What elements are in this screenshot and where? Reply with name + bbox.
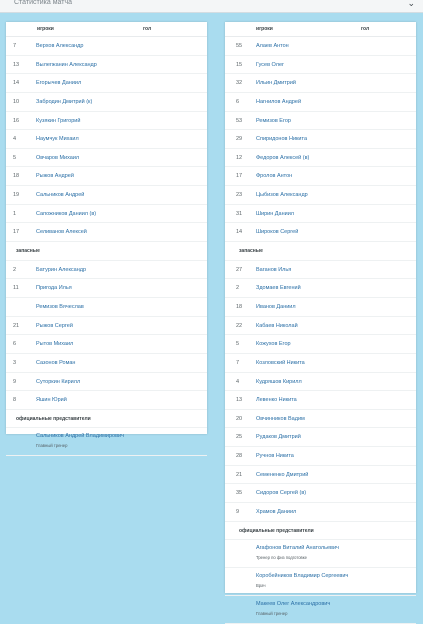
substitute-row (225, 447, 416, 466)
player-name-link[interactable]: Ремизов Егор (256, 117, 291, 124)
substitute-row (225, 503, 416, 522)
player-name-link[interactable]: Рытов Михаил (36, 341, 74, 348)
substitute-row (225, 484, 416, 503)
player-number: 18 (13, 173, 20, 180)
player-number: 9 (236, 509, 240, 516)
player-number: 11 (13, 285, 19, 292)
player-name-link[interactable]: Суторкин Кирилл (36, 378, 81, 385)
players-column-header: игроки (37, 26, 54, 32)
player-number: 18 (236, 303, 243, 310)
player-name-link[interactable]: Егорычев Даниил (36, 80, 82, 87)
away-team-lineup (225, 22, 416, 617)
official-name-link[interactable]: Коробейников Владимир Сергеевич (256, 573, 349, 580)
player-row (6, 149, 207, 168)
player-number: 15 (236, 61, 243, 68)
player-name-link[interactable]: Нагнилов Андрей (256, 98, 302, 105)
substitute-row (225, 279, 416, 298)
player-number: 8 (13, 397, 17, 404)
substitute-row (6, 354, 207, 373)
player-number: 14 (236, 229, 243, 236)
player-number: 10 (13, 98, 20, 105)
player-row (225, 37, 416, 56)
player-number: 23 (236, 192, 243, 199)
player-name-link[interactable]: Пригода Илья (36, 285, 72, 292)
player-row (6, 56, 207, 75)
player-number: 25 (236, 434, 243, 441)
player-number: 4 (236, 378, 240, 385)
player-name-link[interactable]: Кудряшов Кирилл (256, 378, 302, 385)
player-name-link[interactable]: Кожухов Егор (256, 341, 291, 348)
player-row (6, 223, 207, 242)
player-name-link[interactable]: Верхов Александр (36, 43, 84, 49)
substitute-row (225, 298, 416, 317)
substitute-row (6, 261, 207, 280)
player-number: 5 (236, 341, 240, 348)
player-name-link[interactable]: Ширин Даниил (256, 210, 294, 217)
player-name-link[interactable]: Ручнов Никита (256, 453, 294, 460)
substitute-row (225, 466, 416, 485)
player-name-link[interactable]: Кабаев Николай (256, 322, 298, 329)
player-row (225, 205, 416, 224)
player-number: 17 (13, 229, 20, 236)
substitute-row (225, 373, 416, 392)
player-row (6, 205, 207, 224)
player-name-link[interactable]: Батурин Александр (36, 266, 87, 273)
match-stats-header[interactable] (0, 0, 423, 13)
substitute-row (225, 317, 416, 336)
player-row (6, 186, 207, 205)
player-number: 55 (236, 43, 243, 49)
player-name-link[interactable]: Здомаев Евгений (256, 285, 301, 292)
player-number: 14 (13, 80, 20, 87)
goal-column-header: гол (361, 26, 370, 32)
player-name-link[interactable]: Овчаров Михаил (36, 154, 80, 161)
chevron-down-icon[interactable]: ⌄ (407, 0, 415, 8)
player-row (6, 130, 207, 149)
player-name-link[interactable]: Сидоров Сергей (в) (256, 490, 307, 497)
player-row (6, 112, 207, 131)
player-name-link[interactable]: Забродин Дмитрий (к) (36, 98, 93, 105)
player-number: 13 (13, 61, 20, 68)
substitutes-label: запасные (16, 248, 40, 255)
official-role: Врач (256, 583, 266, 589)
player-row (6, 37, 207, 56)
player-number: 32 (236, 80, 243, 87)
substitute-row (225, 391, 416, 410)
substitute-row (6, 373, 207, 392)
player-name-link[interactable]: Рыжов Андрей (36, 173, 74, 180)
player-name-link[interactable]: Иванов Даниил (256, 303, 296, 310)
officials-label: официальные представители (239, 527, 314, 534)
player-name-link[interactable]: Широков Сергей (256, 229, 299, 236)
official-name-link[interactable]: Сальников Андрей Владимирович (36, 433, 124, 440)
substitutes-label: запасные (239, 248, 263, 255)
substitute-row (6, 391, 207, 410)
player-name-link[interactable]: Гусев Олег (256, 61, 285, 68)
player-number: 20 (236, 415, 243, 422)
player-number: 31 (236, 210, 243, 217)
substitutes-section-title (225, 242, 416, 261)
official-name-link[interactable]: Агафонов Виталий Анатольевич (256, 545, 339, 552)
player-name-link[interactable]: Спиридонов Никита (256, 136, 308, 143)
player-row (6, 93, 207, 112)
official-row (225, 540, 416, 568)
player-row (225, 56, 416, 75)
official-role: Тренер по физ подготовке (256, 555, 307, 561)
player-name-link[interactable]: Рудаков Дмитрий (256, 434, 301, 441)
player-number: 28 (236, 453, 243, 460)
player-number: 13 (236, 397, 243, 404)
player-number: 17 (236, 173, 243, 180)
player-name-link[interactable]: Селиванов Алексей (36, 229, 87, 236)
player-name-link[interactable]: Федоров Алексей (в) (256, 154, 310, 161)
player-name-link[interactable]: Ваганов Илья (256, 266, 292, 273)
officials-section-title (225, 522, 416, 541)
player-name-link[interactable]: Сальников Андрей (36, 192, 85, 199)
player-name-link[interactable]: Вылегжанин Александр (36, 61, 97, 68)
player-row (225, 112, 416, 131)
player-number: 7 (236, 359, 240, 366)
player-row (225, 223, 416, 242)
player-number: 22 (236, 322, 243, 329)
substitute-row (225, 428, 416, 447)
players-column-header: игроки (256, 26, 273, 32)
player-name-link[interactable]: Сазонов Роман (36, 359, 76, 366)
substitutes-section-title (6, 242, 207, 261)
official-name-link[interactable]: Макеев Олег Александрович (256, 601, 331, 608)
substitute-row (6, 317, 207, 336)
player-name-link[interactable]: Ильин Дмитрий (256, 80, 296, 87)
player-number: 3 (13, 359, 17, 366)
player-name-link[interactable]: Храмов Даниил (256, 509, 297, 516)
player-number: 2 (13, 266, 17, 273)
player-name-link[interactable]: Алаев Антон (256, 43, 289, 49)
player-number: 21 (13, 322, 20, 329)
player-name-link[interactable]: Семененко Дмитрий (256, 471, 309, 478)
officials-section-title (6, 410, 207, 429)
player-name-link[interactable]: Кузякин Григорий (36, 117, 81, 124)
player-name-link[interactable]: Козловский Никита (256, 359, 305, 366)
player-row (225, 167, 416, 186)
player-number: 7 (13, 43, 17, 49)
substitute-row (6, 298, 207, 317)
player-number: 4 (13, 136, 17, 143)
player-number: 53 (236, 117, 243, 124)
home-team-lineup (6, 22, 207, 449)
player-row (225, 93, 416, 112)
player-number: 9 (13, 378, 17, 385)
official-row (225, 568, 416, 596)
player-number: 2 (236, 285, 240, 292)
player-row (225, 74, 416, 93)
player-row (225, 186, 416, 205)
player-row (6, 74, 207, 93)
substitute-row (225, 335, 416, 354)
player-number: 1 (13, 210, 17, 217)
goal-column-header: гол (143, 26, 152, 32)
substitute-row (225, 261, 416, 280)
player-name-link[interactable]: Цыбизов Александр (256, 192, 308, 199)
substitute-row (225, 410, 416, 429)
player-name-link[interactable]: Сапожников Даниил (в) (36, 210, 97, 217)
player-name-link[interactable]: Яшин Юрий (36, 397, 67, 404)
lineup-header (6, 22, 207, 37)
player-name-link[interactable]: Наумчук Михаил (36, 136, 79, 143)
player-number: 6 (13, 341, 17, 348)
official-role: Главный тренер (36, 443, 68, 449)
player-name-link[interactable]: Левенко Никита (256, 397, 297, 404)
player-row (6, 167, 207, 186)
player-number: 19 (13, 192, 20, 199)
substitute-row (225, 354, 416, 373)
player-row (225, 130, 416, 149)
officials-label: официальные представители (16, 415, 91, 422)
official-row (6, 428, 207, 456)
player-number: 16 (13, 117, 20, 124)
player-number: 29 (236, 136, 243, 143)
player-number: 35 (236, 490, 243, 497)
official-role: Главный тренер (256, 611, 288, 617)
player-number: 21 (236, 471, 243, 478)
match-stats-title: Статистика матча (14, 0, 73, 6)
lineup-header (225, 22, 416, 37)
substitute-row (6, 279, 207, 298)
player-name-link[interactable]: Овчинников Вадим (256, 415, 305, 422)
player-name-link[interactable]: Рыжов Сергей (36, 322, 73, 329)
player-row (225, 149, 416, 168)
player-name-link[interactable]: Ремизов Вячеслав (36, 303, 84, 310)
substitute-row (6, 335, 207, 354)
player-number: 6 (236, 98, 240, 105)
player-name-link[interactable]: Фролов Антон (256, 173, 293, 180)
player-number: 12 (236, 154, 243, 161)
player-number: 27 (236, 266, 243, 273)
player-number: 5 (13, 154, 17, 161)
official-row (225, 596, 416, 624)
